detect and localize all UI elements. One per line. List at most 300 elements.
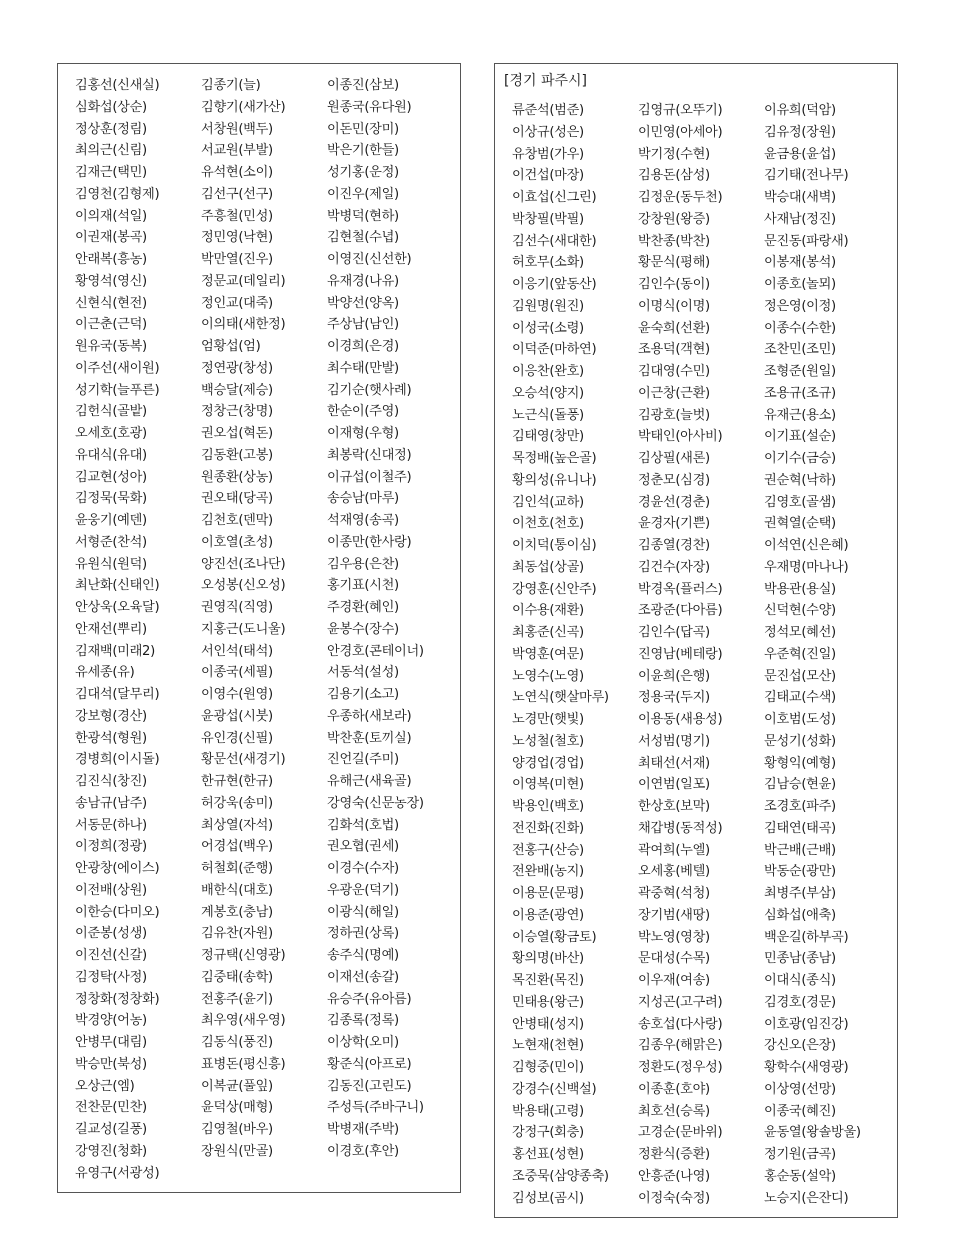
name-entry: 박찬종(박찬): [638, 233, 710, 249]
name-entry: 서인석(태석): [201, 643, 273, 659]
name-entry: 유창범(가우): [512, 146, 584, 162]
name-entry: 유세종(유): [75, 665, 135, 681]
name-entry: 문진섭(모산): [764, 668, 836, 684]
name-entry: 이민영(아세아): [638, 124, 723, 140]
name-entry: 전홍주(윤기): [201, 991, 273, 1007]
name-entry: 윤봉수(장수): [327, 621, 399, 637]
name-entry: 이봉재(봉석): [764, 255, 836, 271]
name-entry: 박만열(진우): [201, 252, 273, 267]
name-entry: 권오태(당곡): [201, 491, 273, 507]
name-entry: 이연범(일포): [638, 777, 710, 793]
name-entry: 김우용(은찬): [327, 556, 399, 572]
name-entry: 경병희(이시돌): [75, 752, 160, 768]
name-entry: 박승대(새벽): [764, 190, 836, 205]
name-entry: 박찬훈(토끼실): [327, 730, 412, 746]
name-entry: 성기학(늘푸른): [75, 382, 160, 398]
name-entry: 원유국(동복): [75, 339, 147, 354]
name-entry: 민종남(종남): [764, 951, 836, 967]
name-entry: 강영훈(신안주): [512, 581, 597, 597]
name-entry: 김홍선(신새실): [75, 78, 160, 93]
name-entry: 오상근(엠): [75, 1078, 135, 1094]
name-entry: 김화석(호법): [327, 817, 399, 833]
name-entry: 정환도(정우성): [638, 1060, 723, 1075]
name-entry: 주경환(혜인): [327, 600, 399, 615]
name-entry: 조용규(조규): [764, 385, 836, 401]
name-entry: 전찬문(민찬): [75, 1100, 147, 1116]
name-entry: 정환식(증환): [638, 1147, 710, 1162]
name-entry: 이승열(황금토): [512, 929, 597, 945]
name-entry: 윤웅기(예덴): [75, 513, 147, 528]
name-entry: 노근식(돌풍): [512, 407, 584, 423]
name-entry: 박병재(주박): [327, 1122, 399, 1137]
name-entry: 이종훈(호야): [638, 1081, 710, 1097]
name-entry: 정춘모(심경): [638, 472, 710, 488]
name-entry: 윤금용(윤섭): [764, 146, 836, 162]
name-entry: 박동순(광만): [764, 864, 836, 880]
name-entry: 백승달(제승): [201, 382, 273, 398]
name-entry: 서성범(명기): [638, 733, 710, 749]
name-entry: 박영훈(여문): [512, 646, 584, 662]
name-entry: 박양선(양옥): [327, 295, 399, 311]
name-entry: 문진동(파랑새): [764, 233, 849, 249]
name-entry: 최호선(승록): [638, 1103, 710, 1119]
name-entry: 정석모(혜선): [764, 625, 836, 640]
name-entry: 이재선(송갈): [327, 969, 399, 985]
name-entry: 이천호(천호): [512, 516, 584, 532]
name-entry: 안재선(뿌리): [75, 621, 147, 637]
name-entry: 김종우(해맑은): [638, 1038, 723, 1054]
name-grid-left: [75, 75, 453, 1184]
name-entry: 김동환(고봉): [201, 447, 273, 463]
name-entry: 유석현(소이): [201, 165, 273, 180]
name-entry: 정하권(상록): [327, 926, 399, 942]
name-entry: 배한식(대호): [201, 882, 273, 898]
name-entry: 김정탁(사정): [75, 969, 147, 985]
name-entry: 황문식(평해): [638, 255, 710, 271]
name-entry: 목진환(목진): [512, 973, 584, 988]
name-entry: 최봉락(신대정): [327, 447, 412, 463]
name-entry: 오성봉(신오성): [201, 578, 286, 594]
name-entry: 박창필(박필): [512, 211, 584, 227]
name-entry: 서형준(찬석): [75, 534, 147, 550]
name-entry: 이호범(도성): [764, 712, 836, 727]
name-grid-right: [512, 100, 890, 1209]
name-entry: 주흥철(민성): [201, 208, 273, 224]
name-entry: 송남규(남주): [75, 795, 147, 811]
name-entry: 김동진(고린도): [327, 1078, 412, 1094]
name-entry: 노승지(은잔디): [764, 1190, 849, 1206]
name-entry: 김영철(바우): [201, 1122, 273, 1137]
name-entry: 이근창(근환): [638, 385, 710, 401]
name-entry: 서동석(설성): [327, 665, 399, 681]
name-entry: 최난화(신태인): [75, 578, 160, 594]
name-entry: 김성보(곰시): [512, 1190, 584, 1206]
name-entry: 이의태(새한정): [201, 317, 286, 333]
name-entry: 노영수(노영): [512, 668, 584, 684]
name-entry: 정민영(낙현): [201, 230, 273, 246]
name-entry: 최우영(새우영): [201, 1013, 286, 1029]
name-entry: 권오섭(혁돈): [201, 426, 273, 441]
region-heading: [경기 파주시]: [504, 73, 587, 89]
name-entry: 황영석(영신): [75, 273, 147, 289]
name-entry: 이성국(소령): [512, 320, 584, 336]
name-entry: 최수태(만발): [327, 360, 399, 376]
name-entry: 곽여희(누엘): [638, 842, 710, 858]
name-entry: 조찬민(조민): [764, 342, 836, 358]
name-entry: 조광준(다아름): [638, 603, 723, 619]
name-entry: 조경호(파주): [764, 799, 836, 814]
name-entry: 김인수(답곡): [638, 625, 710, 640]
name-entry: 강신오(은장): [764, 1038, 836, 1054]
name-entry: 이의재(석일): [75, 208, 147, 224]
name-entry: 한규현(한규): [201, 774, 273, 789]
name-entry: 이종수(수한): [764, 320, 836, 336]
name-entry: 황학수(새영광): [764, 1060, 849, 1075]
name-entry: 최동섭(상골): [512, 559, 584, 575]
name-entry: 이권재(봉곡): [75, 230, 147, 246]
name-entry: 박노영(영창): [638, 929, 710, 945]
name-entry: 이진우(제일): [327, 186, 399, 202]
name-entry: 길교성(길풍): [75, 1122, 147, 1137]
name-entry: 윤동열(왕솔방울): [764, 1125, 861, 1141]
name-entry: 송호섭(다사랑): [638, 1016, 723, 1032]
name-entry: 강영진(청화): [75, 1143, 147, 1159]
name-entry: 경윤선(경춘): [638, 494, 710, 510]
name-entry: 최태선(서재): [638, 755, 710, 771]
name-entry: 이광식(해일): [327, 904, 399, 920]
name-list-panel-right: [494, 63, 898, 1218]
name-entry: 이한승(다미오): [75, 904, 160, 920]
name-entry: 우광운(덕기): [327, 882, 399, 898]
name-entry: 정상훈(정림): [75, 121, 147, 137]
name-entry: 김향기(새가산): [201, 99, 286, 115]
name-entry: 이석연(신은혜): [764, 538, 849, 553]
name-entry: 김상필(새론): [638, 451, 710, 466]
name-entry: 안상욱(오육달): [75, 600, 160, 615]
name-entry: 허강욱(송미): [201, 795, 273, 811]
name-entry: 민태용(왕근): [512, 994, 584, 1010]
name-entry: 원종환(상농): [201, 469, 273, 485]
name-entry: 심화섭(상순): [75, 99, 147, 115]
name-entry: 안병태(성지): [512, 1016, 584, 1032]
name-entry: 양진선(조나단): [201, 556, 286, 572]
name-entry: 김중태(송학): [201, 969, 273, 985]
name-entry: 이근춘(근덕): [75, 317, 147, 333]
name-entry: 백운길(하부곡): [764, 929, 849, 945]
name-entry: 이전배(상원): [75, 882, 147, 898]
name-entry: 박은기(한들): [327, 143, 399, 159]
name-entry: 심화섭(애축): [764, 907, 836, 923]
name-entry: 주성득(주바구니): [327, 1100, 424, 1116]
name-entry: 김원명(원진): [512, 298, 584, 314]
name-entry: 안경호(콘테이너): [327, 643, 424, 659]
name-entry: 김헌식(골밭): [75, 404, 147, 420]
name-entry: 이용문(문평): [512, 886, 584, 901]
name-entry: 이효섭(신그린): [512, 190, 597, 205]
name-entry: 석재영(송곡): [327, 513, 399, 528]
name-entry: 윤숙희(선환): [638, 320, 710, 336]
name-entry: 허철회(준행): [201, 861, 273, 876]
name-entry: 장기범(새땅): [638, 907, 710, 923]
name-entry: 유원식(원덕): [75, 556, 147, 572]
name-entry: 진언길(주미): [327, 752, 399, 768]
name-entry: 김선구(선구): [201, 186, 273, 202]
name-entry: 지홍근(도니울): [201, 621, 286, 637]
name-entry: 곽중혁(석청): [638, 886, 710, 901]
name-entry: 홍순동(설악): [764, 1168, 836, 1184]
name-entry: 이명식(이명): [638, 298, 710, 314]
name-entry: 서교원(부발): [201, 143, 273, 159]
name-entry: 정은영(이정): [764, 298, 836, 314]
name-entry: 조중묵(삼양종축): [512, 1168, 609, 1184]
name-entry: 이돈민(장미): [327, 121, 399, 137]
name-entry: 오승석(양지): [512, 385, 584, 401]
name-entry: 한상호(보막): [638, 799, 710, 814]
name-entry: 유재경(나유): [327, 273, 399, 289]
name-entry: 유승주(유아름): [327, 991, 412, 1007]
name-entry: 이정희(정광): [75, 839, 147, 855]
name-entry: 김기태(전나무): [764, 168, 849, 184]
name-entry: 허호무(소화): [512, 255, 584, 271]
name-entry: 주상남(남인): [327, 317, 399, 333]
name-entry: 이치덕(통이심): [512, 538, 597, 553]
name-entry: 이주선(새이원): [75, 360, 160, 376]
name-entry: 강영숙(신문농장): [327, 795, 424, 811]
name-entry: 류준석(범준): [512, 103, 584, 118]
name-entry: 이호열(초성): [201, 534, 273, 550]
name-entry: 이종국(세필): [201, 665, 273, 681]
name-entry: 박경양(어농): [75, 1013, 147, 1029]
name-list-panel-left: [57, 63, 461, 1193]
name-entry: 이윤희(은행): [638, 668, 710, 684]
name-entry: 박용관(용실): [764, 581, 836, 597]
name-entry: 이상학(오미): [327, 1035, 399, 1050]
name-entry: 김유정(장원): [764, 124, 836, 140]
name-entry: 사재남(정진): [764, 211, 836, 227]
name-entry: 정기원(금곡): [764, 1147, 836, 1162]
name-entry: 김인석(교하): [512, 494, 584, 510]
name-entry: 이종국(혜진): [764, 1103, 836, 1119]
name-entry: 김동식(풍진): [201, 1035, 273, 1050]
name-entry: 정인교(대죽): [201, 295, 273, 311]
name-entry: 김남승(현윤): [764, 777, 836, 793]
name-entry: 김기순(햇사례): [327, 382, 412, 398]
name-entry: 서동문(하나): [75, 817, 147, 833]
name-entry: 최홍준(신곡): [512, 625, 584, 640]
name-entry: 이응기(앞동산): [512, 277, 597, 292]
name-entry: 박병덕(현하): [327, 208, 399, 224]
name-entry: 이상영(선망): [764, 1081, 836, 1097]
name-entry: 이수용(재환): [512, 603, 584, 619]
name-entry: 엄황섭(엄): [201, 339, 261, 354]
name-entry: 김경호(경문): [764, 994, 836, 1010]
name-entry: 김용기(소고): [327, 687, 399, 702]
name-entry: 황형익(예형): [764, 755, 836, 771]
name-entry: 김용돈(삼성): [638, 168, 710, 184]
name-entry: 고경순(문바위): [638, 1125, 723, 1141]
name-entry: 계봉호(충남): [201, 904, 273, 920]
name-entry: 이복균(풀잎): [201, 1078, 273, 1094]
name-entry: 이종만(한사랑): [327, 534, 412, 550]
name-entry: 이응찬(완호): [512, 364, 584, 379]
name-entry: 유영구(서광성): [75, 1165, 160, 1181]
name-entry: 유대식(유대): [75, 447, 147, 463]
name-entry: 표병돈(평신흥): [201, 1056, 286, 1072]
name-entry: 김선수(새대한): [512, 233, 597, 249]
name-entry: 한광석(형원): [75, 730, 147, 746]
name-entry: 이경수(수자): [327, 861, 399, 876]
name-entry: 이건섭(마장): [512, 168, 584, 184]
name-entry: 박용인(백호): [512, 799, 584, 814]
name-entry: 김교현(성아): [75, 469, 147, 485]
name-entry: 안광창(에이스): [75, 861, 160, 876]
name-entry: 송주식(명예): [327, 948, 399, 963]
name-entry: 송승남(마루): [327, 491, 399, 507]
name-entry: 유재근(용소): [764, 407, 836, 423]
name-entry: 황준식(아프로): [327, 1056, 412, 1072]
name-entry: 김정운(동두천): [638, 190, 723, 205]
name-entry: 김태영(창만): [512, 429, 584, 445]
name-entry: 정연광(창성): [201, 360, 273, 376]
name-entry: 윤덕상(매형): [201, 1100, 273, 1116]
name-entry: 유해근(새육골): [327, 774, 412, 789]
name-entry: 조형준(원일): [764, 364, 836, 379]
name-entry: 김대영(수민): [638, 364, 710, 379]
name-entry: 우재명(마나나): [764, 559, 849, 575]
name-entry: 이경호(후안): [327, 1143, 399, 1159]
name-entry: 안흥준(나영): [638, 1168, 710, 1184]
name-entry: 안래복(흥농): [75, 252, 147, 267]
name-entry: 김영규(오뚜기): [638, 103, 723, 118]
name-entry: 김대석(달무리): [75, 687, 160, 702]
name-entry: 김현철(수녑): [327, 230, 399, 246]
name-entry: 이재형(우형): [327, 426, 399, 441]
name-entry: 최상열(자석): [201, 817, 273, 833]
name-entry: 김진식(창진): [75, 774, 147, 789]
name-entry: 이대식(종식): [764, 973, 836, 988]
name-entry: 이덕준(마하연): [512, 342, 597, 358]
name-entry: 정용국(두지): [638, 690, 710, 706]
name-entry: 이용준(광연): [512, 907, 584, 923]
name-entry: 박승만(북성): [75, 1056, 147, 1072]
name-entry: 김태교(수색): [764, 690, 836, 706]
name-entry: 김태연(태곡): [764, 820, 836, 836]
name-entry: 성기홍(운정): [327, 165, 399, 180]
name-entry: 한순이(주영): [327, 404, 399, 420]
name-entry: 채갑병(동적성): [638, 820, 723, 836]
name-entry: 지성곤(고구려): [638, 994, 723, 1010]
name-entry: 권순혁(낙하): [764, 472, 836, 488]
name-entry: 노현재(천현): [512, 1038, 584, 1054]
name-entry: 전홍구(산승): [512, 842, 584, 858]
name-entry: 강창원(왕증): [638, 211, 710, 227]
name-entry: 전완배(농지): [512, 864, 584, 880]
name-entry: 최병주(부삼): [764, 886, 836, 901]
name-entry: 박기정(수현): [638, 146, 710, 162]
name-entry: 이정숙(숙정): [638, 1190, 710, 1206]
name-entry: 김영천(김형제): [75, 186, 160, 202]
name-entry: 정창화(정창화): [75, 991, 160, 1007]
name-entry: 강보형(경산): [75, 708, 147, 724]
name-entry: 오세호(호광): [75, 426, 147, 441]
name-entry: 김유찬(자원): [201, 926, 273, 942]
name-entry: 김종기(늘): [201, 78, 261, 93]
name-entry: 이기표(설순): [764, 429, 836, 445]
name-entry: 노연식(햇살마루): [512, 690, 609, 706]
name-entry: 유인경(신필): [201, 730, 273, 746]
name-entry: 우준혁(진일): [764, 646, 836, 662]
name-entry: 김건수(자장): [638, 559, 710, 575]
name-entry: 박용태(고령): [512, 1103, 584, 1119]
name-entry: 신현식(현전): [75, 295, 147, 311]
name-entry: 김영호(골샘): [764, 494, 836, 510]
name-entry: 김종열(경찬): [638, 538, 710, 553]
name-entry: 이준봉(성생): [75, 926, 147, 942]
name-entry: 문대성(수목): [638, 951, 710, 967]
name-entry: 노성철(철호): [512, 733, 584, 749]
name-entry: 서창원(백두): [201, 121, 273, 137]
name-entry: 김재백(미래2): [75, 643, 155, 659]
name-entry: 권오협(권세): [327, 839, 399, 855]
name-entry: 이영수(원영): [201, 687, 273, 702]
name-entry: 진영남(베테랑): [638, 646, 723, 662]
name-entry: 김형중(민이): [512, 1060, 584, 1075]
name-entry: 이유희(덕암): [764, 103, 836, 118]
name-entry: 황의성(유니나): [512, 472, 597, 488]
name-entry: 정규택(신영광): [201, 948, 286, 963]
name-entry: 정창근(창명): [201, 404, 273, 420]
name-entry: 목정배(높은골): [512, 451, 597, 466]
name-entry: 신덕현(수양): [764, 603, 836, 619]
name-entry: 김광호(늘벗): [638, 407, 710, 423]
name-entry: 정문교(데일리): [201, 273, 286, 289]
name-entry: 최의근(신림): [75, 143, 147, 159]
name-entry: 이상규(성은): [512, 124, 584, 140]
name-entry: 이용동(새용성): [638, 712, 723, 727]
name-entry: 오세홍(베텔): [638, 864, 710, 880]
name-entry: 이규섭(이철주): [327, 469, 412, 485]
name-entry: 박경옥(플러스): [638, 581, 723, 597]
name-entry: 김재근(택민): [75, 165, 147, 180]
name-entry: 문성기(성화): [764, 733, 836, 749]
name-entry: 김종록(정록): [327, 1013, 399, 1029]
name-entry: 권영직(직영): [201, 600, 273, 615]
name-entry: 김천호(덴막): [201, 513, 273, 528]
name-entry: 강경수(신백설): [512, 1081, 597, 1097]
name-entry: 강정구(회충): [512, 1125, 584, 1141]
name-entry: 김정묵(묵화): [75, 491, 147, 507]
name-entry: 황문선(새경기): [201, 752, 286, 768]
name-entry: 이영진(신선한): [327, 252, 412, 267]
name-entry: 이우재(여송): [638, 973, 710, 988]
name-entry: 이경희(은경): [327, 339, 399, 354]
name-entry: 홍기표(시천): [327, 578, 399, 594]
name-entry: 노경만(햇빛): [512, 712, 584, 727]
name-entry: 안병무(대림): [75, 1035, 147, 1050]
name-entry: 원종국(유다원): [327, 99, 412, 115]
name-entry: 양경업(경업): [512, 755, 584, 771]
name-entry: 이진선(신갈): [75, 948, 147, 963]
name-entry: 어경섭(백우): [201, 839, 273, 855]
name-entry: 전진화(진화): [512, 820, 584, 836]
name-entry: 이종호(놀뫼): [764, 277, 836, 292]
name-entry: 황의명(바산): [512, 951, 584, 967]
name-entry: 이기수(금승): [764, 451, 836, 466]
name-entry: 이호광(임진강): [764, 1016, 849, 1032]
name-entry: 박태인(아사비): [638, 429, 723, 445]
name-entry: 홍선표(성현): [512, 1147, 584, 1162]
name-entry: 조용덕(객현): [638, 342, 710, 358]
